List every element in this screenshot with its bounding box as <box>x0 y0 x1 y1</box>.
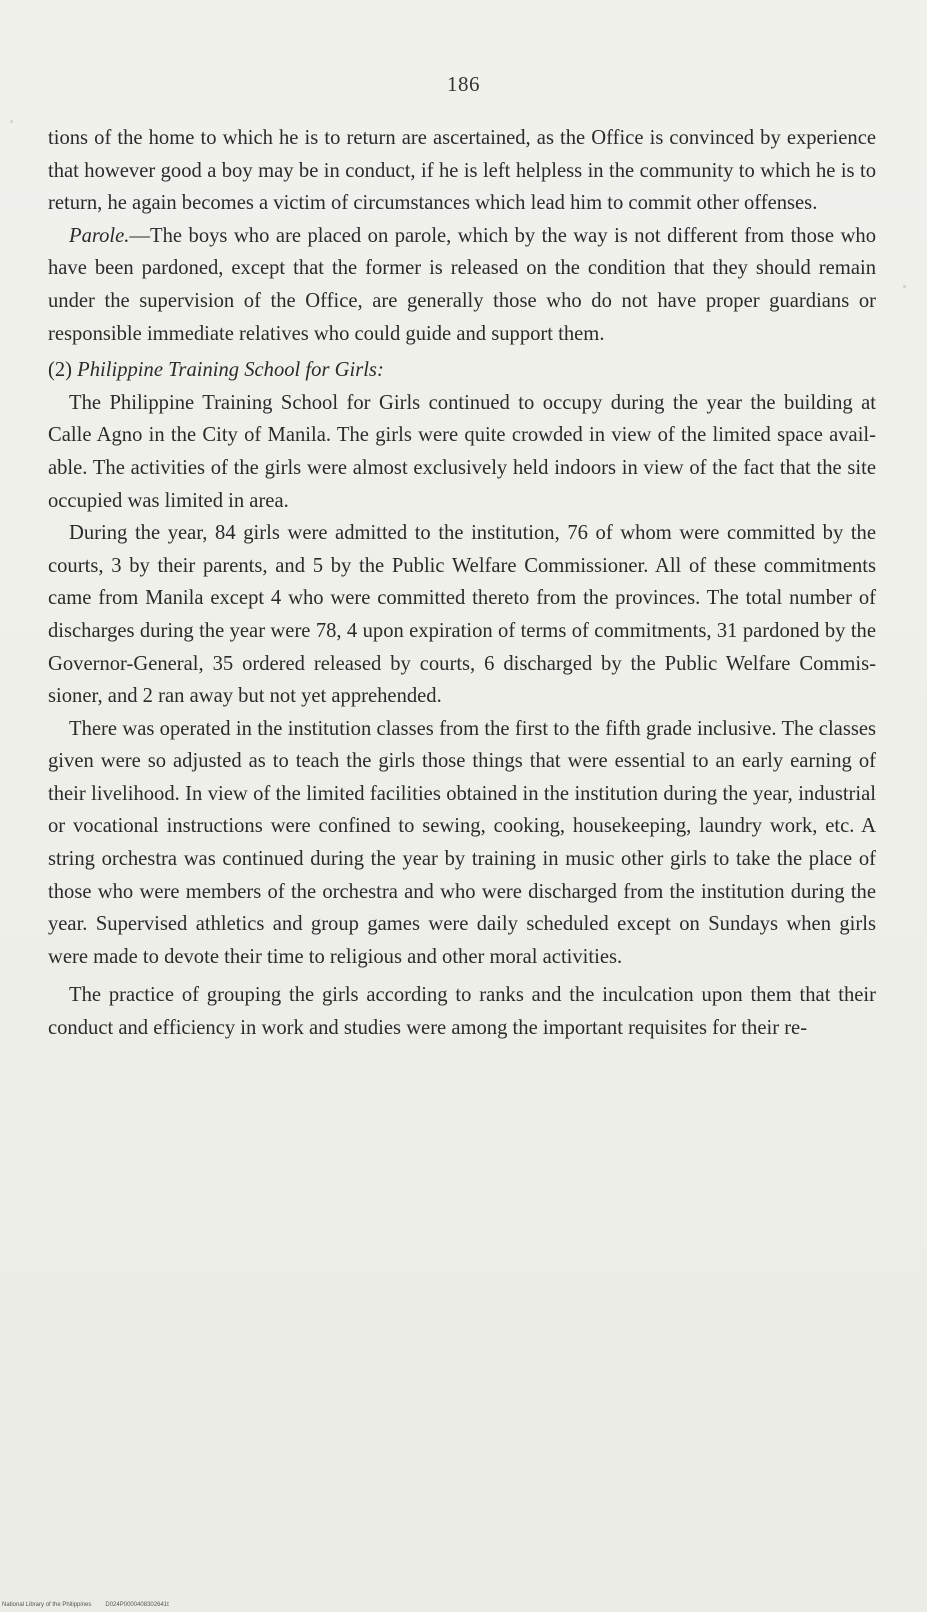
parole-label: Parole. <box>69 224 130 247</box>
page-number: 186 <box>447 72 480 96</box>
section-number: (2) <box>48 359 73 382</box>
paragraph-parole <box>48 220 876 350</box>
paragraph-classes: There was operated in the institution classes from the first to the fifth grade inclusive. The classes given were so adjusted as to teach the girls those things that were essential to an early earning of their livelihood. In view of the limited facilities obtained in the institution during the year, industrial or vocational instructions were confined to sewing, cooking, housekeeping, laundry work, etc. A string orchestra was continued during the year by training in music other girls to take the place of those who were members of the orchestra and who were discharged from the institution during the year. Supervised athletics and group games were daily scheduled except on Sundays when girls were made to devote their time to religious and other moral activities. <box>48 717 876 968</box>
paragraph-admissions: During the year, 84 girls were admitted to the institution, 76 of whom were committed by the courts, 3 by their parents, and 5 by the Public Welfare Commissioner. All of these commitments came from Manila except 4 who were committed thereto from the provinces. The total number of discharges during the year were 78, 4 upon expiration of terms of commitments, 31 pardoned by the Governor-General, 35 ordered released by courts, 6 discharged by the Public Welfare Commissioner, and 2 ran away but not yet apprehended. <box>48 522 876 708</box>
scan-speck <box>903 285 906 288</box>
scan-speck <box>10 120 13 123</box>
footer-library: National Library of the Philippines <box>2 1602 92 1608</box>
scan-footer <box>2 1602 169 1608</box>
section-heading <box>48 354 876 387</box>
section-title: Philippine Training School for Girls: <box>77 359 384 382</box>
parole-text: —The boys who are placed on parole, which by the way is not different from those who have been pardoned, except that the former is released on the condition that they should remain under the supervision of the Office, are generally those who do not have proper guardians or responsible immediate relatives who could guide and support them. <box>48 224 876 345</box>
paragraph-continuation: tions of the home to which he is to return are ascertained, as the Office is convinced by experience that however good a boy may be in conduct, if he is left helpless in the community to which he is to return, he again becomes a victim of circumstances which lead him to commit other offenses. <box>48 127 876 215</box>
body-text <box>48 122 876 1045</box>
paragraph-school: The Philippine Training School for Girls continued to occupy during the year the building at Calle Agno in the City of Manila. The girls were quite crowded in view of the limited space available. The activities of the girls were almost exclusively held indoors in view of the fact that the site occupied was limited in area. <box>48 391 876 512</box>
footer-code: D024P0000408302641t <box>105 1602 169 1608</box>
paragraph-ranks: The practice of grouping the girls according to ranks and the inculcation upon them that their conduct and efficiency in work and studies were among the important requisites for their re- <box>48 984 876 1040</box>
